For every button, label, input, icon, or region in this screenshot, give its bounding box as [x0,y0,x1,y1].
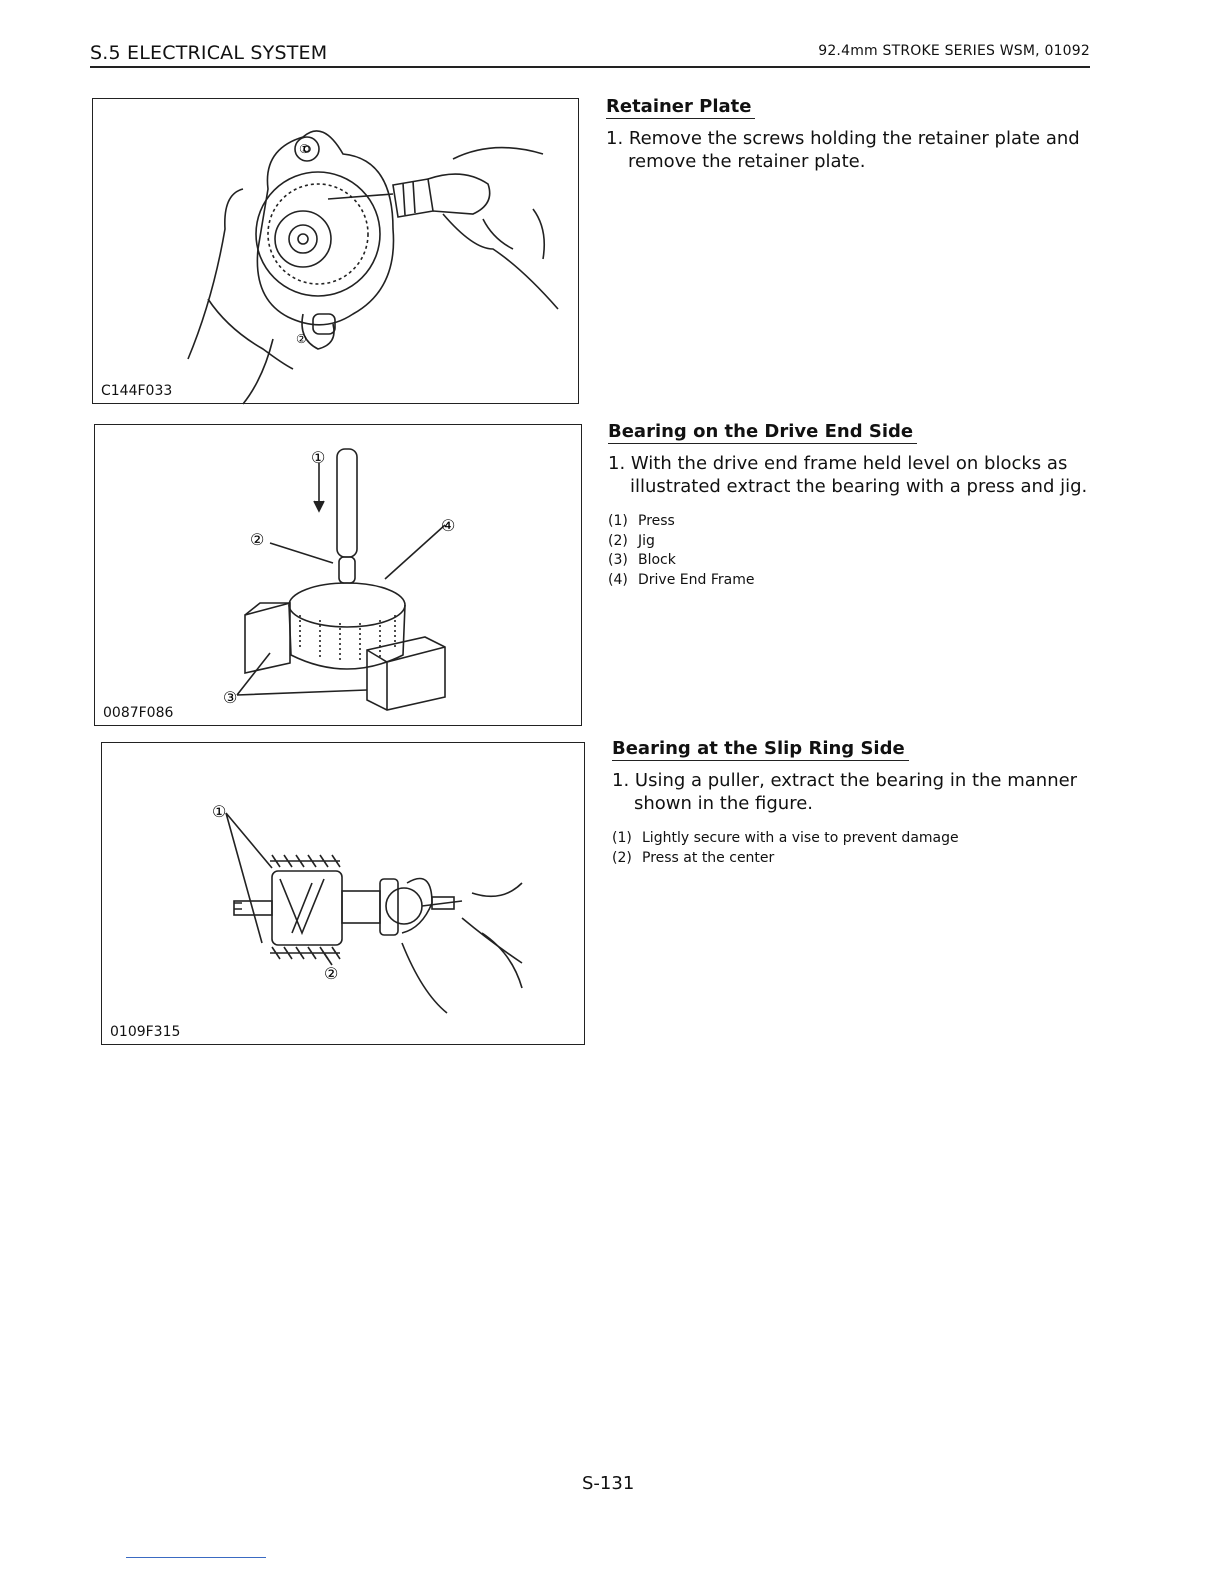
callout-3: ③ [223,688,238,707]
footer-divider [126,1557,266,1558]
figure-retainer-plate [92,98,579,404]
part-label: Jig [638,532,655,549]
parts-list [608,512,1094,590]
callout-2: ② [296,332,307,346]
part-label: Drive End Frame [638,571,755,588]
part-number: (2) [608,532,628,549]
parts-list-item [612,849,1096,869]
callout-4: ④ [441,516,456,535]
part-label: Block [638,552,676,568]
section-retainer-plate [606,96,1094,173]
callout-1: ① [299,142,310,156]
part-label: Press at the center [642,849,775,866]
page-header [90,38,1090,68]
figure-slip-ring-bearing [101,742,585,1045]
section-drive-end-bearing [608,421,1094,590]
part-number: (4) [608,571,628,588]
parts-list [612,829,1096,868]
section-title: Bearing at the Slip Ring Side [612,738,909,761]
parts-list-item [608,532,1094,552]
part-number: (2) [612,849,632,866]
parts-list-item [608,551,1094,571]
section-title: Bearing on the Drive End Side [608,421,917,444]
figure-code: 0109F315 [110,1024,181,1040]
figure-code: 0087F086 [103,705,174,721]
slip-ring-bearing-illustration [102,743,586,1046]
callout-2: ② [324,964,339,983]
manual-series: 92.4mm STROKE SERIES WSM, 01092 [818,43,1090,59]
parts-list-item [608,512,1094,532]
parts-list-item [608,571,1094,591]
section-title: Retainer Plate [606,96,755,119]
section-heading: S.5 ELECTRICAL SYSTEM [90,42,328,64]
callout-1: ① [212,802,227,821]
instruction-step: 1. Remove the screws holding the retainer plate and remove the retainer plate. [606,128,1080,172]
part-number: (1) [608,513,628,529]
drive-end-bearing-illustration [95,425,583,727]
part-number: (1) [612,830,632,846]
page-number: S-131 [582,1473,635,1494]
section-slip-ring-bearing [612,738,1096,868]
figure-code: C144F033 [101,383,173,399]
retainer-plate-illustration [93,99,580,405]
callout-2: ② [250,530,265,549]
part-number: (3) [608,552,628,568]
instruction-step: 1. Using a puller, extract the bearing in the manner shown in the figure. [612,770,1078,814]
part-label: Press [638,513,675,529]
parts-list-item [612,829,1096,849]
instruction-step: 1. With the drive end frame held level on blocks as illustrated extract the bearing with a press and jig. [608,453,1088,497]
figure-drive-end-bearing [94,424,582,726]
part-label: Lightly secure with a vise to prevent damage [642,830,959,846]
callout-1: ① [311,448,326,467]
